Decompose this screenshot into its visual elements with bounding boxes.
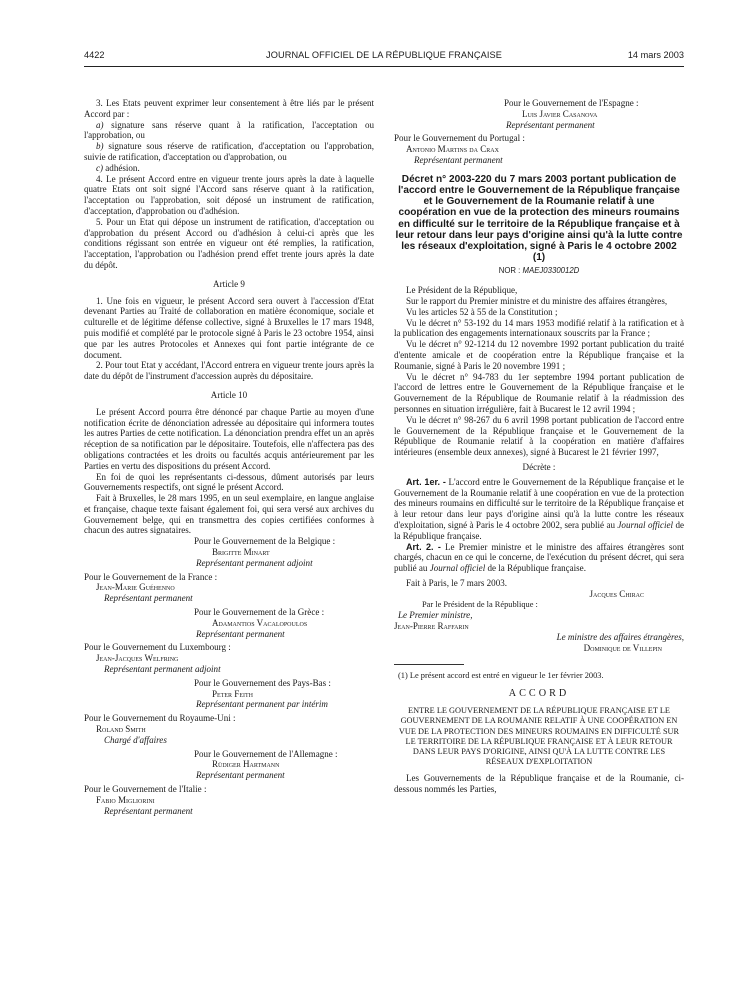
ministre-title: Le ministre des affaires étrangères, [556,631,684,642]
footnote: (1) Le présent accord est entré en vigueur le 1er février 2003. [398,670,604,680]
signatory-role: Représentant permanent [506,119,595,130]
ministre-name: Dominique de Villepin [583,642,662,653]
signature-government: Pour le Gouvernement de la Grèce : [194,607,325,618]
signature-block [84,678,374,710]
article-9-paragraph-1: 1. Une fois en vigueur, le présent Accord sera ouvert à l'accession d'Etat devenant Parties au Traité de collaboration en matière économique, sociale et culturelle et de légitime défense collective, signé à Bruxelles le 17 mars 1948, puis modifié et complété par le protocole signé à Paris le 23 octobre 1954, ainsi que par les autres Protocoles et Annexes qui font partie intégrante de ce document. [84,295,374,360]
preamble-paragraph: Vu le décret n° 53-192 du 14 mars 1953 modifié relatif à la ratification et à la publication des engagements internationaux souscrits par la France ; [394,317,684,339]
signature-government: Pour le Gouvernement de l'Espagne : [504,98,639,108]
article-9-paragraph-2: 2. Pour tout Etat y accédant, l'Accord entrera en vigueur trente jours après la date du dépôt de l'instrument d'accession auprès du dépositaire. [84,360,374,382]
preamble-paragraph: Vu le décret n° 92-1214 du 12 novembre 1992 portant publication du traité d'entente amicale et de coopération entre la République française et la Roumanie, signé à Paris le 20 novembre 1991 ; [394,339,684,371]
preamble-paragraph: Sur le rapport du Premier ministre et du ministre des affaires étrangères, [406,296,668,306]
signatory-name: Jean-Jacques Welfring [96,653,179,664]
signatory-role: Représentant permanent adjoint [104,664,221,675]
article-1-text: L'accord entre le Gouvernement de la République française et le Gouvernement de la Roumanie relatif à une coopération en vue de la protection des mineurs roumains en difficulté sur le territoire de la République française et à leur retour dans leur pays d'origine ainsi qu'à la lutte contre les réseaux d'exploitation, signé à Paris le 4 octobre 2002, sera publié au [394,476,685,530]
signatory-name: Jean-Marie Guéhenno [96,582,175,593]
premier-ministre-title: Le Premier ministre, [398,610,473,621]
article-1-end: de la République française. [394,519,685,541]
preamble-paragraph: Le Président de la République, [406,285,518,296]
signature-government: Pour le Gouvernement du Royaume-Uni : [84,713,236,724]
preamble-paragraph: Vu le décret n° 94-783 du 1er septembre 1994 portant publication de l'accord de lettres entre le Gouvernement de la République française et le Gouvernement de la République de Roumanie relatif à la réadmission des personnes en situation irrégulière, fait à Bucarest le 12 avril 1994 ; [394,371,684,414]
signatory-name: Rüdiger Hartmann [212,759,280,770]
article-10-heading: Article 10 [210,389,248,400]
signatory-role: Représentant permanent [196,628,285,639]
option-c [84,163,374,174]
signature-block [394,98,684,130]
signature-block [84,784,374,816]
option-a [84,120,374,142]
signature-block [84,642,374,674]
signature-block [84,749,374,781]
signatory-role: Représentant permanent par intérim [196,699,328,710]
signature-government: Pour le Gouvernement du Luxembourg : [84,642,231,653]
article-10-paragraph-2: En foi de quoi les représentants ci-dessous, dûment autorisés par leurs Gouvernements respectifs, ont signé le présent Accord. [84,471,374,493]
par-le-president: Par le Président de la République : [422,599,538,609]
article-2-journal: Journal officiel [429,563,486,574]
footnote-rule [394,664,464,665]
signatory-name: Luis Javier Casanova [522,108,598,119]
accord-heading: ACCORD [508,688,570,700]
right-column [394,98,684,795]
signatory-name: Brigitte Minart [212,547,270,558]
decree-preamble [394,285,684,458]
signature-block [84,572,374,604]
signatory-name: Adamantios Vacalopoulos [212,617,308,628]
signatory-name: Antonio Martins da Crax [406,144,499,155]
signatory-role: Représentant permanent [104,805,193,816]
signature-government: Pour le Gouvernement du Portugal : [394,133,525,144]
decrete-line: Décrète : [522,461,556,472]
signature-government: Pour le Gouvernement de l'Allemagne : [194,748,338,759]
signatory-role: Chargé d'affaires [104,734,167,745]
journal-title: JOURNAL OFFICIEL DE LA RÉPUBLIQUE FRANÇAISE [266,50,502,60]
signatory-role: Représentant permanent [196,770,285,781]
right-signatures [394,98,684,166]
deposit-paragraph: 5. Pour un Etat qui dépose un instrument de ratification, d'acceptation ou d'approbation du présent Accord ou d'adhésion à celui-ci après que les conditions régissant son entrée en vigueur ont été remplies, la ratification, l'acceptation, l'approbation ou l'adhésion prend effet trente jours après la date du dépôt. [84,216,374,270]
option-a-text: signature sans réserve quant à la ratification, l'acceptation ou l'approbation, ou [84,119,374,141]
nor-label: NOR : [498,266,523,276]
article-10-paragraph-3: Fait à Bruxelles, le 28 mars 1995, en un seul exemplaire, en langue anglaise et française, chaque texte faisant également foi, qui sera versé aux archives du Gouvernement belge, qui en transmettra des copies certifiées conformes à chacun des autres signataires. [84,493,374,536]
left-signatures [84,536,374,816]
signature-government: Pour le Gouvernement de l'Italie : [84,784,207,795]
signature-block [84,536,374,568]
premier-ministre-name: Jean-Pierre Raffarin [394,621,469,632]
decree-title: Décret n° 2003-220 du 7 mars 2003 portant publication de l'accord entre le Gouvernement de la République française et le Gouvernement de la Roumanie relatif à une coopération en vue de la protection des mineurs roumains en difficulté sur le territoire de la République française et à leur retour dans leur pays d'origine ainsi qu'à la lutte contre les réseaux d'exploitation, signé à Paris le 4 octobre 2002 (1) [395,173,683,264]
option-c-text: adhésion. [103,162,140,173]
option-b-text: signature sous réserve de ratification, d'acceptation ou l'approbation, suivie de ratification, d'acceptation ou d'approbation, ou [84,141,374,162]
signatory-role: Représentant permanent [104,593,193,604]
nor-code: MAEJ0330012D [522,266,580,276]
page-number: 4422 [84,50,105,60]
article-2-end: de la République française. [485,563,586,574]
article-9-heading: Article 9 [213,278,245,289]
article-2-label: Art. 2. - [406,541,441,552]
accord-caps-title: ENTRE LE GOUVERNEMENT DE LA RÉPUBLIQUE FRANÇAISE ET LE GOUVERNEMENT DE LA ROUMANIE RELATIF À UNE COOPÉRATION EN VUE DE LA PROTECTION DES MINEURS ROUMAINS EN DIFFICULTÉ SUR LE TERRITOIRE DE LA RÉPUBLIQUE FRANÇAISE ET À LEUR RETOUR DANS LEUR PAYS D'ORIGINE, AINSI QU'À LA LUTTE CONTRE LES RÉSEAUX D'EXPLOITATION [398,706,680,767]
nor-reference [394,266,684,277]
signing-place-date: Fait à Paris, le 7 mars 2003. [406,577,508,588]
signatory-name: Roland Smith [96,724,146,735]
article-1 [394,477,684,542]
signatory-role: Représentant permanent [414,154,503,165]
page-header [84,50,684,64]
entry-into-force-paragraph: 4. Le présent Accord entre en vigueur trente jours après la date à laquelle quatre Etats ont soit signé l'Accord sans réserve quant à la ratification, l'acceptation ou l'approbation, soit déposé un instrument de ratification, d'acceptation, d'approbation ou d'adhésion. [84,173,374,216]
left-column [84,98,374,819]
signature-block [84,713,374,745]
signatory-role: Représentant permanent adjoint [196,557,313,568]
article-2-text: Le Premier ministre et le ministre des affaires étrangères sont chargés, chacun en ce qui le concerne, de l'exécution du présent décret, qui sera publié au [394,541,684,574]
option-b [84,141,374,163]
signature-government: Pour le Gouvernement de la Belgique : [194,536,336,547]
option-a-label: a) [96,119,104,130]
option-c-label: c) [96,162,104,173]
signatory-name: Peter Feith [212,688,253,699]
president-name: Jacques Chirac [589,588,644,599]
header-rule [84,66,684,67]
signature-block [84,607,374,639]
preamble-paragraph: Vu les articles 52 à 55 de la Constitution ; [406,306,558,317]
article-1-journal: Journal officiel [617,519,674,530]
article-1-label: Art. 1er. - [406,476,446,487]
option-b-label: b) [96,141,104,152]
signature-block [394,133,684,165]
preamble-paragraph: Vu le décret n° 98-267 du 6 avril 1998 portant publication de l'accord entre le Gouvernement de la République française et le Gouvernement de la République de Roumanie relatif à la coopération en matière d'affaires intérieures (ensemble deux annexes), signé à Bucarest le 21 février 1997, [394,414,684,458]
signature-government: Pour le Gouvernement des Pays-Bas : [194,677,331,688]
issue-date: 14 mars 2003 [627,50,684,60]
signatory-name: Fabio Migliorini [96,794,155,805]
accord-intro: Les Gouvernements de la République française et de la Roumanie, ci-dessous nommés les Parties, [394,773,684,795]
signature-government: Pour le Gouvernement de la France : [84,571,218,582]
consent-paragraph: 3. Les Etats peuvent exprimer leur consentement à être liés par le présent Accord par : [84,98,374,119]
article-2 [394,542,684,574]
article-10-paragraph-1: Le présent Accord pourra être dénoncé par chaque Partie au moyen d'une notification écrite de dénonciation adressée au dépositaire qui informera toutes les autres Parties de cette notification. La dénonciation prendra effet un an après réception de sa notification par le dépositaire. Toutefois, elle n'affectera pas des obligations contractées et les droits ou facultés acquis antérieurement par les Parties en vertu des dispositions du présent Accord. [84,406,374,471]
